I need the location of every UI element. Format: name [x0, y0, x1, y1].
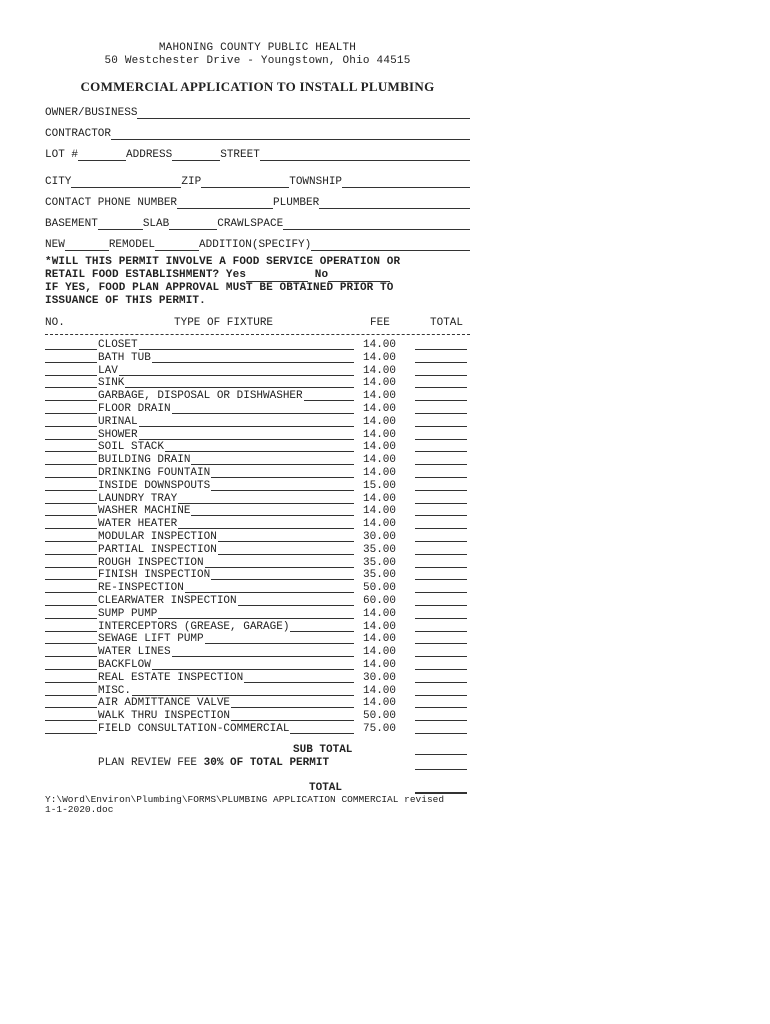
- fixture-fee: 14.00: [363, 620, 397, 633]
- fixture-count-field[interactable]: [45, 695, 97, 696]
- township-label: TOWNSHIP: [289, 176, 343, 188]
- crawlspace-label: CRAWLSPACE: [217, 218, 284, 230]
- fixture-name: SINK: [98, 377, 125, 390]
- fixture-fee: 14.00: [363, 697, 397, 710]
- fixture-total-field[interactable]: [415, 413, 467, 414]
- fixture-count-field[interactable]: [45, 579, 97, 580]
- fixture-count-field[interactable]: [45, 541, 97, 542]
- fixture-row: [45, 377, 470, 390]
- zip-field[interactable]: [201, 175, 289, 188]
- fixture-row: [45, 646, 470, 659]
- fixture-name: INSIDE DOWNSPOUTS: [98, 479, 211, 492]
- fixture-name: SUMP PUMP: [98, 607, 158, 620]
- notice-line-3: IF YES, FOOD PLAN APPROVAL MUST BE OBTAINED PRIOR TO: [45, 282, 394, 294]
- fixture-total-field[interactable]: [415, 387, 467, 388]
- fixture-count-field[interactable]: [45, 387, 97, 388]
- fixture-count-field[interactable]: [45, 720, 97, 721]
- fixture-total-field[interactable]: [415, 490, 467, 491]
- agency-header: [45, 42, 470, 68]
- fixture-total-field[interactable]: [415, 477, 467, 478]
- fixture-count-field[interactable]: [45, 477, 97, 478]
- plumber-label: PLUMBER: [273, 197, 320, 209]
- fixture-row: [45, 672, 470, 685]
- fixture-row: [45, 467, 470, 480]
- fixture-count-field[interactable]: [45, 631, 97, 632]
- fixture-name: FIELD CONSULTATION-COMMERCIAL: [98, 722, 290, 735]
- fixture-total-field[interactable]: [415, 643, 467, 644]
- fixture-name: WATER LINES: [98, 646, 171, 659]
- yes-field[interactable]: [246, 271, 308, 282]
- fixture-total-field[interactable]: [415, 567, 467, 568]
- fixture-name: BUILDING DRAIN: [98, 454, 191, 467]
- fixture-table-header: [45, 317, 470, 331]
- plumber-field[interactable]: [319, 196, 470, 209]
- new-label: NEW: [45, 239, 65, 251]
- fixture-total-field[interactable]: [415, 464, 467, 465]
- fixture-row: [45, 569, 470, 582]
- file-path-footer: [45, 795, 470, 815]
- fixture-count-field[interactable]: [45, 362, 97, 363]
- food-service-notice: [45, 256, 470, 308]
- fixture-count-field[interactable]: [45, 605, 97, 606]
- fixture-name: SEWAGE LIFT PUMP: [98, 633, 204, 646]
- fixture-row: [45, 390, 470, 403]
- fixture-total-field[interactable]: [415, 349, 467, 350]
- fixture-row: [45, 608, 470, 621]
- fixture-row: [45, 493, 470, 506]
- fixture-count-field[interactable]: [45, 375, 97, 376]
- fixture-fee: 50.00: [363, 582, 397, 595]
- fixture-list: [45, 339, 470, 736]
- fixture-name: MISC.: [98, 684, 132, 697]
- fixture-count-field[interactable]: [45, 439, 97, 440]
- fixture-count-field[interactable]: [45, 733, 97, 734]
- basement-field[interactable]: [98, 217, 143, 230]
- city-row: [45, 162, 470, 189]
- fixture-name: SOIL STACK: [98, 441, 165, 454]
- owner-row: [45, 99, 470, 120]
- fixture-total-field[interactable]: [415, 631, 467, 632]
- fixture-fee: 14.00: [363, 441, 397, 454]
- total-row: [45, 782, 470, 795]
- notice-no-label: No: [314, 269, 329, 281]
- fixture-count-field[interactable]: [45, 643, 97, 644]
- fixture-total-field[interactable]: [415, 605, 467, 606]
- fixture-total-field[interactable]: [415, 592, 467, 593]
- fixture-fee: 14.00: [363, 402, 397, 415]
- col-total: TOTAL: [430, 317, 464, 329]
- plan-review-label: [98, 757, 329, 769]
- fixture-count-field[interactable]: [45, 426, 97, 427]
- fixture-total-field[interactable]: [415, 707, 467, 708]
- contact-label: CONTACT PHONE NUMBER: [45, 197, 178, 209]
- fixture-fee: 14.00: [363, 658, 397, 671]
- fixture-name: AIR ADMITTANCE VALVE: [98, 697, 231, 710]
- fixture-total-field[interactable]: [415, 618, 467, 619]
- address-label: ADDRESS: [126, 149, 173, 161]
- fixture-name: INTERCEPTORS (GREASE, GARAGE): [98, 620, 290, 633]
- fixture-name: ROUGH INSPECTION: [98, 556, 204, 569]
- remodel-label: REMODEL: [108, 239, 156, 251]
- crawlspace-field[interactable]: [283, 217, 470, 230]
- fixture-fee: 50.00: [363, 710, 397, 723]
- footer-line-1: Y:\Word\Environ\Plumbing\FORMS\PLUMBING APPLICATION COMMERCIAL revised: [45, 793, 445, 805]
- fixture-total-field[interactable]: [415, 400, 467, 401]
- fixture-fee: 75.00: [363, 722, 397, 735]
- fixture-fee: 14.00: [363, 518, 397, 531]
- fixture-total-field[interactable]: [415, 451, 467, 452]
- fixture-total-field[interactable]: [415, 426, 467, 427]
- fixture-fee: 14.00: [363, 505, 397, 518]
- fixture-row: [45, 429, 470, 442]
- fixture-total-field[interactable]: [415, 515, 467, 516]
- fixture-count-field[interactable]: [45, 592, 97, 593]
- form-title: COMMERCIAL APPLICATION TO INSTALL PLUMBING: [80, 79, 435, 94]
- owner-field[interactable]: [137, 106, 470, 119]
- fixture-row: [45, 518, 470, 531]
- fixture-row: [45, 697, 470, 710]
- fixture-name-underline: [98, 387, 354, 388]
- fixture-fee: 60.00: [363, 594, 397, 607]
- contractor-row: [45, 120, 470, 141]
- lot-row: [45, 141, 470, 162]
- subtotal-label: SUB TOTAL: [293, 743, 353, 756]
- fixture-row: [45, 339, 470, 352]
- basement-label: BASEMENT: [45, 218, 98, 230]
- fixture-fee: 14.00: [363, 339, 397, 351]
- fixture-total-field[interactable]: [415, 733, 467, 734]
- lot-field[interactable]: [78, 148, 126, 161]
- fixture-fee: 14.00: [363, 377, 397, 390]
- fixture-fee: 14.00: [363, 633, 397, 646]
- fixture-count-field[interactable]: [45, 669, 97, 670]
- fixture-row: [45, 352, 470, 365]
- fixture-count-field[interactable]: [45, 618, 97, 619]
- fixture-fee: 35.00: [363, 543, 397, 556]
- fixture-count-field[interactable]: [45, 400, 97, 401]
- fixture-fee: 14.00: [363, 466, 397, 479]
- address-field[interactable]: [172, 148, 220, 161]
- addition-field[interactable]: [311, 238, 470, 251]
- contractor-label: CONTRACTOR: [45, 128, 112, 140]
- fixture-name: URINAL: [98, 415, 138, 428]
- fixture-row: [45, 595, 470, 608]
- city-field[interactable]: [71, 175, 181, 188]
- fixture-name: CLEARWATER INSPECTION: [98, 594, 237, 607]
- city-label: CITY: [45, 176, 72, 188]
- fixture-row: [45, 505, 470, 518]
- fixture-name: PARTIAL INSPECTION: [98, 543, 217, 556]
- fixture-fee: 14.00: [363, 492, 397, 505]
- fixture-row: [45, 582, 470, 595]
- col-fee: FEE: [370, 317, 390, 329]
- fixture-row: [45, 710, 470, 723]
- fixture-total-field[interactable]: [415, 528, 467, 529]
- fixture-count-field[interactable]: [45, 490, 97, 491]
- fixture-row: [45, 416, 470, 429]
- fixture-total-field[interactable]: [415, 375, 467, 376]
- fixture-name: WASHER MACHINE: [98, 505, 191, 518]
- notice-line-2: [45, 269, 470, 282]
- total-label: TOTAL: [309, 781, 343, 794]
- fixture-total-field[interactable]: [415, 656, 467, 657]
- agency-address: 50 Westchester Drive - Youngstown, Ohio 44515: [104, 55, 411, 67]
- fixture-row: [45, 480, 470, 493]
- fixture-row: [45, 557, 470, 570]
- fixture-total-field[interactable]: [415, 669, 467, 670]
- fixture-row: [45, 441, 470, 454]
- fixture-count-field[interactable]: [45, 528, 97, 529]
- foundation-row: [45, 210, 470, 231]
- slab-label: SLAB: [142, 218, 170, 230]
- project-type-row: [45, 231, 470, 252]
- notice-line-4: ISSUANCE OF THIS PERMIT.: [45, 295, 206, 307]
- fixture-total-field[interactable]: [415, 695, 467, 696]
- fixture-name: BACKFLOW: [98, 658, 151, 671]
- fixture-count-field[interactable]: [45, 707, 97, 708]
- fixture-row: [45, 531, 470, 544]
- fixture-name: WALK THRU INSPECTION: [98, 710, 231, 723]
- header-divider: [45, 333, 470, 335]
- fixture-total-field[interactable]: [415, 362, 467, 363]
- fixture-fee: 30.00: [363, 671, 397, 684]
- fixture-name: WATER HEATER: [98, 518, 178, 531]
- fixture-fee: 30.00: [363, 530, 397, 543]
- lot-label: LOT #: [45, 149, 79, 161]
- fixture-name: MODULAR INSPECTION: [98, 530, 217, 543]
- agency-name: MAHONING COUNTY PUBLIC HEALTH: [158, 42, 357, 54]
- fixture-fee: 15.00: [363, 479, 397, 492]
- contact-row: [45, 189, 470, 210]
- contractor-field[interactable]: [111, 127, 470, 140]
- plan-review-prefix: PLAN REVIEW FEE: [98, 756, 204, 769]
- fixture-name: CLOSET: [98, 339, 138, 351]
- fixture-name-underline: [98, 375, 354, 376]
- fixture-row: [45, 365, 470, 378]
- fixture-fee: 14.00: [363, 415, 397, 428]
- fixture-name-underline: [98, 695, 354, 696]
- fixture-fee: 14.00: [363, 364, 397, 377]
- fixture-count-field[interactable]: [45, 349, 97, 350]
- fixture-name: REAL ESTATE INSPECTION: [98, 671, 244, 684]
- fixture-fee: 14.00: [363, 390, 397, 403]
- fixture-count-field[interactable]: [45, 503, 97, 504]
- fixture-count-field[interactable]: [45, 682, 97, 683]
- slab-field[interactable]: [169, 217, 217, 230]
- fixture-name: GARBAGE, DISPOSAL OR DISHWASHER: [98, 390, 303, 403]
- fixture-total-field[interactable]: [415, 554, 467, 555]
- fixture-name: DRINKING FOUNTAIN: [98, 466, 211, 479]
- plan-review-rate: 30% OF TOTAL PERMIT: [203, 756, 330, 769]
- fixture-total-field[interactable]: [415, 439, 467, 440]
- remodel-field[interactable]: [155, 238, 199, 251]
- fixture-name: FLOOR DRAIN: [98, 402, 171, 415]
- fixture-count-field[interactable]: [45, 515, 97, 516]
- fixture-row: [45, 403, 470, 416]
- fixture-count-field[interactable]: [45, 656, 97, 657]
- subtotal-field[interactable]: [415, 754, 467, 755]
- township-field[interactable]: [342, 175, 470, 188]
- new-field[interactable]: [65, 238, 109, 251]
- fixture-count-field[interactable]: [45, 554, 97, 555]
- fixture-fee: 14.00: [363, 351, 397, 364]
- street-field[interactable]: [260, 148, 470, 161]
- fixture-name: BATH TUB: [98, 351, 151, 364]
- fixture-fee: 14.00: [363, 646, 397, 659]
- fixture-row: [45, 454, 470, 467]
- owner-label: OWNER/BUSINESS: [45, 107, 138, 119]
- fixture-total-field[interactable]: [415, 579, 467, 580]
- fixture-name: FINISH INSPECTION: [98, 569, 211, 582]
- fixture-fee: 14.00: [363, 607, 397, 620]
- col-no: NO.: [45, 317, 65, 329]
- contact-field[interactable]: [177, 196, 273, 209]
- fixture-fee: 35.00: [363, 556, 397, 569]
- fixture-count-field[interactable]: [45, 464, 97, 465]
- fixture-total-field[interactable]: [415, 541, 467, 542]
- fixture-fee: 35.00: [363, 569, 397, 582]
- addition-label: ADDITION(SPECIFY): [199, 239, 312, 251]
- footer-line-2: 1-1-2020.doc: [45, 803, 114, 815]
- no-field[interactable]: [328, 271, 390, 282]
- fixture-row: [45, 621, 470, 634]
- fixture-row: [45, 723, 470, 736]
- application-form: [45, 42, 470, 815]
- col-type: TYPE OF FIXTURE: [174, 317, 274, 329]
- street-label: STREET: [220, 149, 260, 161]
- fixture-total-field[interactable]: [415, 720, 467, 721]
- notice-yes-label: RETAIL FOOD ESTABLISHMENT? Yes: [45, 269, 247, 281]
- fixture-name: LAUNDRY TRAY: [98, 492, 178, 505]
- fixture-name: SHOWER: [98, 428, 138, 441]
- zip-label: ZIP: [181, 176, 202, 188]
- fixture-fee: 14.00: [363, 454, 397, 467]
- fixture-fee: 14.00: [363, 428, 397, 441]
- fixture-row: [45, 633, 470, 646]
- notice-line-1: *WILL THIS PERMIT INVOLVE A FOOD SERVICE OPERATION OR: [45, 256, 401, 268]
- total-field[interactable]: [415, 792, 467, 794]
- plan-review-field[interactable]: [415, 769, 467, 770]
- fixture-count-field[interactable]: [45, 567, 97, 568]
- fixture-row: [45, 685, 470, 698]
- fixture-count-field[interactable]: [45, 413, 97, 414]
- fixture-total-field[interactable]: [415, 682, 467, 683]
- subtotal-row: [45, 744, 470, 757]
- fixture-name: RE-INSPECTION: [98, 582, 184, 595]
- fixture-count-field[interactable]: [45, 451, 97, 452]
- fixture-total-field[interactable]: [415, 503, 467, 504]
- fixture-fee: 14.00: [363, 684, 397, 697]
- fixture-name: LAV: [98, 364, 118, 377]
- fixture-row: [45, 659, 470, 672]
- fixture-row: [45, 544, 470, 557]
- plan-review-row: [45, 757, 470, 770]
